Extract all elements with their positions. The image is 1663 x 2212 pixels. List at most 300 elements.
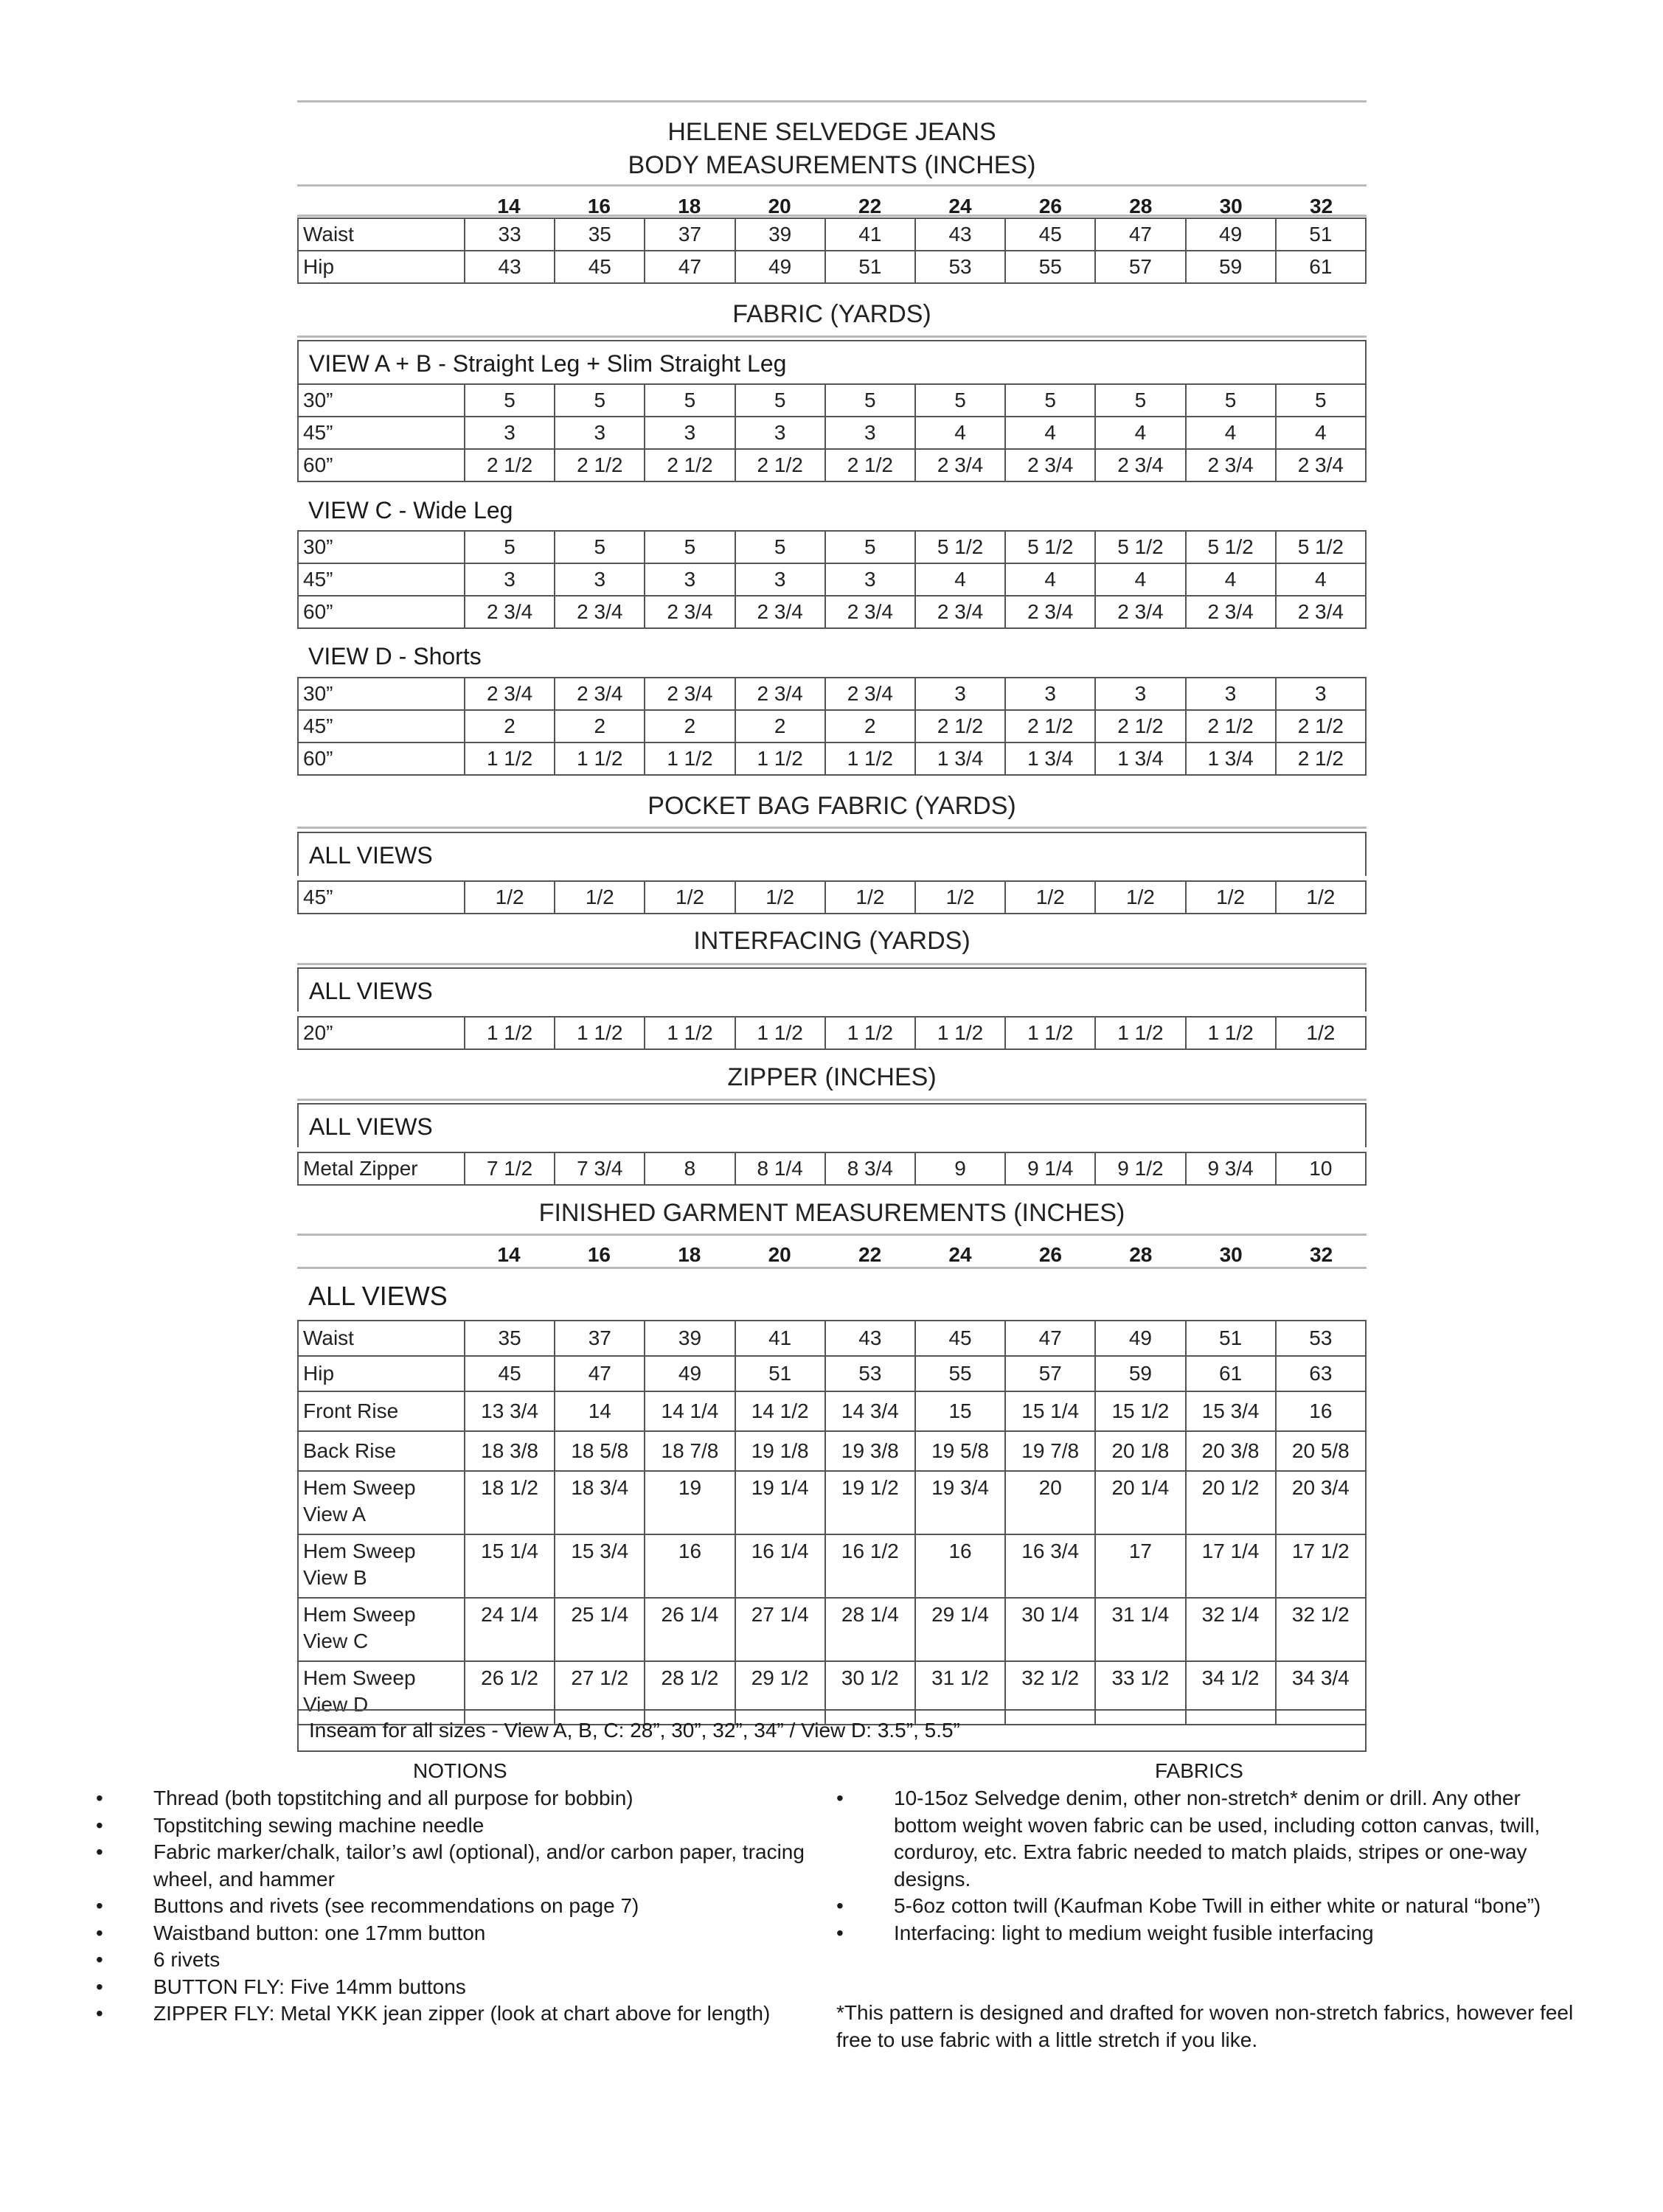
table-cell: 5 1/2 [915,531,1005,563]
row-label: 30” [298,531,465,563]
row-label: Waist [298,218,465,251]
row-label: Hip [298,1356,465,1391]
list-item: • Fabric marker/chalk, tailor’s awl (optional), and/or carbon paper, tracing wheel, and hammer [96,1839,826,1893]
finished-all-views-label: ALL VIEWS [308,1281,448,1311]
table-cell: 3 [555,417,645,449]
row-label: 45” [298,417,465,449]
table-cell: 1 1/2 [1005,1017,1095,1049]
table-cell: 1/2 [915,881,1005,914]
table-cell: 45 [555,251,645,283]
table-row [298,881,1366,914]
finished-measurements-title: FINISHED GARMENT MEASUREMENTS (INCHES) [538,1199,1125,1227]
table-row [298,710,1366,742]
table-cell: 5 [465,384,555,417]
table-cell: 63 [1276,1356,1366,1391]
rule [297,827,1367,829]
table-cell: 26 1/4 [645,1598,735,1661]
table-cell: 4 [915,417,1005,449]
table-cell: 5 1/2 [1005,531,1095,563]
table-cell: 2 1/2 [1095,710,1185,742]
table-cell: 35 [555,218,645,251]
table-cell: 1 1/2 [645,1017,735,1049]
table-cell: 2 1/2 [1276,710,1366,742]
table-cell: 5 [555,384,645,417]
table-cell: 51 [735,1356,825,1391]
table-cell: 1/2 [645,881,735,914]
table-cell: 3 [1276,678,1366,710]
rule [297,335,1367,338]
table-cell: 53 [915,251,1005,283]
fabric-title: FABRIC (YARDS) [732,300,931,328]
table-cell: 2 3/4 [1005,596,1095,628]
table-cell: 3 [645,417,735,449]
table-cell: 3 [735,417,825,449]
table-cell: 19 5/8 [915,1431,1005,1471]
pocket-bag-table [297,880,1367,914]
row-label: 60” [298,596,465,628]
table-cell: 2 3/4 [1095,596,1185,628]
view-ab-table [297,383,1367,482]
table-cell: 39 [735,218,825,251]
table-cell: 59 [1095,1356,1185,1391]
row-label: 30” [298,678,465,710]
table-cell: 2 [645,710,735,742]
rule [297,1267,1367,1269]
table-cell: 41 [825,218,915,251]
table-cell: 18 5/8 [555,1431,645,1471]
table-cell: 37 [645,218,735,251]
table-cell: 2 3/4 [1005,449,1095,481]
table-cell: 2 3/4 [555,678,645,710]
table-cell: 4 [1005,563,1095,596]
table-cell: 4 [1276,417,1366,449]
notions-list [96,1785,826,2028]
table-cell: 28 1/4 [825,1598,915,1661]
table-cell: 45 [465,1356,555,1391]
table-cell: 2 1/2 [555,449,645,481]
row-label: Hem Sweep View C [298,1598,465,1661]
table-cell: 51 [825,251,915,283]
table-cell: 61 [1276,251,1366,283]
table-row [298,1391,1366,1431]
table-cell: 5 1/2 [1095,531,1185,563]
row-label: 20” [298,1017,465,1049]
table-cell: 17 [1095,1534,1185,1598]
table-cell: 2 3/4 [825,596,915,628]
table-cell: 43 [465,251,555,283]
table-cell: 4 [1005,417,1095,449]
table-cell: 18 1/2 [465,1471,555,1534]
table-cell: 33 1/2 [1095,1661,1185,1725]
table-cell: 32 1/4 [1186,1598,1276,1661]
table-cell: 32 1/2 [1005,1661,1095,1725]
interfacing-table [297,1016,1367,1050]
table-cell: 47 [1095,218,1185,251]
view-ab-label: VIEW A + B - Straight Leg + Slim Straight Leg [297,340,1367,384]
table-cell: 2 3/4 [465,678,555,710]
table-cell: 1 1/2 [825,1017,915,1049]
size-header-cell: 30 [1219,195,1243,218]
table-cell: 10 [1276,1152,1366,1185]
table-cell: 27 1/4 [735,1598,825,1661]
table-cell: 19 3/4 [915,1471,1005,1534]
table-cell: 5 [1186,384,1276,417]
table-cell: 5 [1005,384,1095,417]
row-label: 45” [298,563,465,596]
list-item: • 10-15oz Selvedge denim, other non-stretch* denim or drill. Any other bottom weight woven fabric can be used, including cotton canvas, twill, corduroy, etc. Extra fabric needed to match plaids, stripes or one-way designs. [836,1785,1574,1893]
body-measurements-table [297,218,1367,284]
table-row [298,563,1366,596]
size-header-cell: 32 [1310,195,1333,218]
table-cell: 4 [1095,417,1185,449]
size-header-cell: 16 [587,195,611,218]
table-cell: 24 1/4 [465,1598,555,1661]
table-row [298,218,1366,251]
inseam-note: Inseam for all sizes - View A, B, C: 28”, 30”, 32”, 34” / View D: 3.5”, 5.5” [297,1709,1367,1752]
row-label: Hip [298,251,465,283]
table-cell: 2 1/2 [915,710,1005,742]
table-cell: 18 3/8 [465,1431,555,1471]
table-cell: 5 1/2 [1186,531,1276,563]
table-cell: 2 [555,710,645,742]
table-cell: 1 1/2 [825,742,915,775]
table-cell: 27 1/2 [555,1661,645,1725]
table-cell: 4 [915,563,1005,596]
table-cell: 3 [1186,678,1276,710]
table-cell: 47 [1005,1321,1095,1356]
table-cell: 1 1/2 [555,1017,645,1049]
table-cell: 30 1/2 [825,1661,915,1725]
table-cell: 28 1/2 [645,1661,735,1725]
table-cell: 34 3/4 [1276,1661,1366,1725]
row-label: 60” [298,449,465,481]
table-row [298,1321,1366,1356]
table-cell: 9 1/4 [1005,1152,1095,1185]
table-cell: 32 1/2 [1276,1598,1366,1661]
table-cell: 30 1/4 [1005,1598,1095,1661]
table-cell: 5 [915,384,1005,417]
table-cell: 2 1/2 [1005,710,1095,742]
row-label: 45” [298,881,465,914]
list-item: • 6 rivets [96,1947,826,1974]
table-cell: 2 3/4 [645,678,735,710]
table-cell: 14 [555,1391,645,1431]
table-cell: 2 1/2 [1186,710,1276,742]
row-label: 30” [298,384,465,417]
table-cell: 9 [915,1152,1005,1185]
table-row [298,596,1366,628]
size-header-cell: 14 [497,1243,521,1266]
table-cell: 4 [1276,563,1366,596]
table-cell: 1/2 [735,881,825,914]
table-cell: 2 3/4 [1095,449,1185,481]
table-cell: 4 [1186,417,1276,449]
rule [297,1234,1367,1236]
table-cell: 39 [645,1321,735,1356]
table-cell: 29 1/2 [735,1661,825,1725]
table-cell: 17 1/2 [1276,1534,1366,1598]
table-cell: 1 3/4 [915,742,1005,775]
table-cell: 7 3/4 [555,1152,645,1185]
table-row [298,1534,1366,1598]
table-cell: 5 1/2 [1276,531,1366,563]
table-row [298,1471,1366,1534]
view-d-table [297,677,1367,776]
table-cell: 59 [1186,251,1276,283]
table-cell: 20 1/8 [1095,1431,1185,1471]
row-label: Waist [298,1321,465,1356]
table-cell: 51 [1186,1321,1276,1356]
fabrics-heading: FABRICS [1155,1759,1243,1782]
view-d-label: VIEW D - Shorts [308,643,482,669]
size-header-cell: 20 [768,1243,791,1266]
interfacing-title: INTERFACING (YARDS) [693,927,971,955]
table-cell: 2 1/2 [645,449,735,481]
table-cell: 8 [645,1152,735,1185]
pocket-bag-title: POCKET BAG FABRIC (YARDS) [648,792,1016,820]
row-label: 45” [298,710,465,742]
table-cell: 2 3/4 [645,596,735,628]
table-cell: 18 3/4 [555,1471,645,1534]
size-header-cell: 26 [1038,1243,1062,1266]
table-cell: 8 3/4 [825,1152,915,1185]
zipper-label: ALL VIEWS [297,1103,1367,1147]
table-cell: 4 [1186,563,1276,596]
table-cell: 8 1/4 [735,1152,825,1185]
table-cell: 3 [1005,678,1095,710]
table-cell: 35 [465,1321,555,1356]
table-cell: 18 7/8 [645,1431,735,1471]
size-header-cell: 32 [1310,1243,1333,1266]
top-rule [297,100,1367,102]
fabrics-list [836,1785,1574,1947]
table-row [298,1152,1366,1185]
table-cell: 3 [1095,678,1185,710]
table-cell: 2 1/2 [1276,742,1366,775]
table-cell: 1 1/2 [915,1017,1005,1049]
size-header-cell: 24 [948,1243,972,1266]
table-cell: 5 [735,384,825,417]
table-cell: 3 [735,563,825,596]
row-label: Hem Sweep View D [298,1661,465,1725]
table-cell: 3 [825,563,915,596]
table-cell: 14 1/2 [735,1391,825,1431]
table-row [298,251,1366,283]
table-cell: 20 [1005,1471,1095,1534]
table-cell: 1/2 [825,881,915,914]
row-label: Front Rise [298,1391,465,1431]
list-item: • Thread (both topstitching and all purpose for bobbin) [96,1785,826,1812]
table-cell: 2 3/4 [825,678,915,710]
table-cell: 5 [555,531,645,563]
table-cell: 1 1/2 [735,1017,825,1049]
table-cell: 2 3/4 [915,449,1005,481]
table-cell: 20 3/8 [1186,1431,1276,1471]
table-cell: 45 [1005,218,1095,251]
table-cell: 1/2 [1095,881,1185,914]
table-cell: 19 3/8 [825,1431,915,1471]
view-c-table [297,530,1367,629]
list-item: • 5-6oz cotton twill (Kaufman Kobe Twill in either white or natural “bone”) [836,1893,1574,1920]
table-cell: 1 1/2 [555,742,645,775]
table-cell: 5 [825,384,915,417]
table-cell: 1 1/2 [735,742,825,775]
table-cell: 20 5/8 [1276,1431,1366,1471]
table-row [298,1431,1366,1471]
table-cell: 5 [645,384,735,417]
table-cell: 2 1/2 [825,449,915,481]
table-cell: 15 3/4 [1186,1391,1276,1431]
table-cell: 26 1/2 [465,1661,555,1725]
table-cell: 14 1/4 [645,1391,735,1431]
row-label: Hem Sweep View B [298,1534,465,1598]
table-cell: 3 [465,563,555,596]
table-row [298,417,1366,449]
size-header-cell: 22 [858,195,882,218]
table-cell: 2 1/2 [735,449,825,481]
table-cell: 45 [915,1321,1005,1356]
row-label: Back Rise [298,1431,465,1471]
table-cell: 17 1/4 [1186,1534,1276,1598]
table-row [298,449,1366,481]
table-cell: 2 3/4 [1276,596,1366,628]
table-cell: 47 [555,1356,645,1391]
notions-heading: NOTIONS [413,1759,507,1782]
fabrics-footnote: *This pattern is designed and drafted for woven non-stretch fabrics, however feel free to use fabric with a little stretch if you like. [836,2001,1574,2051]
table-cell: 15 1/4 [465,1534,555,1598]
table-cell: 19 1/4 [735,1471,825,1534]
table-cell: 7 1/2 [465,1152,555,1185]
rule [297,1099,1367,1101]
list-item: • Waistband button: one 17mm button [96,1920,826,1947]
table-cell: 5 [1276,384,1366,417]
size-header-cell: 30 [1219,1243,1243,1266]
size-header-cell: 28 [1129,195,1153,218]
table-row [298,1598,1366,1661]
table-cell: 49 [1095,1321,1185,1356]
table-cell: 1 1/2 [1186,1017,1276,1049]
table-cell: 19 7/8 [1005,1431,1095,1471]
table-cell: 14 3/4 [825,1391,915,1431]
table-cell: 1 1/2 [1095,1017,1185,1049]
view-c-label: VIEW C - Wide Leg [308,497,513,524]
table-row [298,1017,1366,1049]
table-cell: 2 3/4 [735,678,825,710]
table-cell: 1/2 [1276,881,1366,914]
table-cell: 2 3/4 [1186,449,1276,481]
table-cell: 2 3/4 [735,596,825,628]
table-cell: 9 3/4 [1186,1152,1276,1185]
list-item: • BUTTON FLY: Five 14mm buttons [96,1974,826,2001]
rule [297,215,1367,217]
row-label: 60” [298,742,465,775]
size-header-cell: 20 [768,195,791,218]
table-cell: 3 [465,417,555,449]
table-cell: 2 3/4 [465,596,555,628]
table-cell: 16 [915,1534,1005,1598]
table-row [298,384,1366,417]
table-cell: 1/2 [1005,881,1095,914]
table-cell: 55 [915,1356,1005,1391]
table-cell: 34 1/2 [1186,1661,1276,1725]
table-cell: 19 [645,1471,735,1534]
table-cell: 57 [1005,1356,1095,1391]
table-cell: 37 [555,1321,645,1356]
table-cell: 57 [1095,251,1185,283]
table-cell: 13 3/4 [465,1391,555,1431]
table-cell: 5 [465,531,555,563]
table-cell: 16 [1276,1391,1366,1431]
pocket-bag-label: ALL VIEWS [297,832,1367,876]
size-header-cell: 18 [678,1243,701,1266]
table-row [298,1356,1366,1391]
table-cell: 16 [645,1534,735,1598]
rule [297,963,1367,965]
list-item: • Topstitching sewing machine needle [96,1812,826,1840]
table-cell: 15 1/4 [1005,1391,1095,1431]
size-header-cell: 26 [1038,195,1062,218]
table-cell: 16 1/4 [735,1534,825,1598]
table-cell: 1/2 [465,881,555,914]
table-cell: 1 3/4 [1005,742,1095,775]
table-cell: 16 3/4 [1005,1534,1095,1598]
table-cell: 1 1/2 [465,742,555,775]
table-cell: 2 3/4 [1276,449,1366,481]
size-header-cell: 14 [497,195,521,218]
table-cell: 49 [1186,218,1276,251]
list-item: • ZIPPER FLY: Metal YKK jean zipper (look at chart above for length) [96,2000,826,2028]
table-cell: 25 1/4 [555,1598,645,1661]
table-cell: 2 [465,710,555,742]
table-row [298,678,1366,710]
table-cell: 5 [645,531,735,563]
row-label: Metal Zipper [298,1152,465,1185]
table-cell: 15 [915,1391,1005,1431]
table-cell: 20 3/4 [1276,1471,1366,1534]
table-cell: 1 1/2 [645,742,735,775]
table-cell: 19 1/2 [825,1471,915,1534]
row-label: Hem Sweep View A [298,1471,465,1534]
table-cell: 41 [735,1321,825,1356]
table-cell: 2 3/4 [1186,596,1276,628]
table-cell: 47 [645,251,735,283]
table-cell: 3 [645,563,735,596]
list-item: • Buttons and rivets (see recommendations on page 7) [96,1893,826,1920]
table-cell: 1/2 [1276,1017,1366,1049]
size-header-cell: 22 [858,1243,882,1266]
table-row [298,531,1366,563]
table-cell: 3 [555,563,645,596]
table-cell: 1 3/4 [1186,742,1276,775]
table-row [298,742,1366,775]
table-cell: 5 [825,531,915,563]
finished-measurements-table [297,1320,1367,1725]
size-header-cell: 18 [678,195,701,218]
table-cell: 61 [1186,1356,1276,1391]
pattern-title: HELENE SELVEDGE JEANS [667,118,996,146]
table-cell: 49 [735,251,825,283]
table-cell: 51 [1276,218,1366,251]
table-cell: 31 1/4 [1095,1598,1185,1661]
table-cell: 31 1/2 [915,1661,1005,1725]
table-cell: 53 [825,1356,915,1391]
size-header-cell: 28 [1129,1243,1153,1266]
table-cell: 53 [1276,1321,1366,1356]
table-cell: 5 [735,531,825,563]
interfacing-label: ALL VIEWS [297,967,1367,1012]
table-cell: 20 1/4 [1095,1471,1185,1534]
table-cell: 2 1/2 [465,449,555,481]
